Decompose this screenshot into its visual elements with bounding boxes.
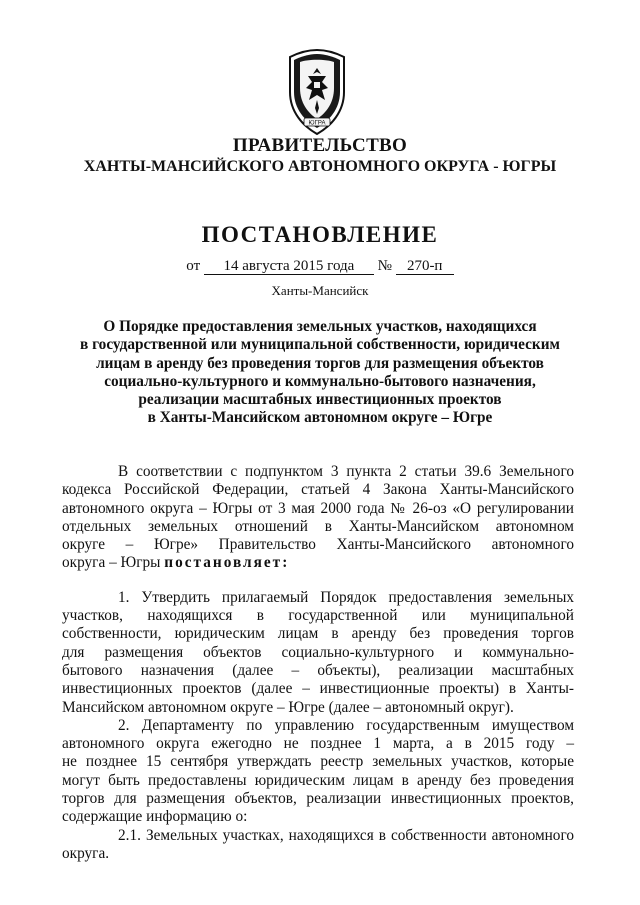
title-line: в Ханты-Мансийском автономном округе – Югре [147,409,493,427]
coat-of-arms-icon [278,48,356,136]
title-line: в государственной или муниципальной собственности, юридическим [80,336,560,354]
preamble-line: В соответствии с подпунктом 3 пункта 2 статьи 39.6 Земельного [118,463,574,480]
preamble-line: округе – Югре» Правительство Ханты-Мансийского автономного [62,536,574,554]
emblem-ribbon-text: ЮГРА [308,120,326,127]
document-body [62,463,574,863]
paragraph-2-1-line: округа. [62,844,110,862]
paragraph-2-line: могут быть предоставлены юридическим лицам в аренду без проведения [62,771,574,789]
title-line: реализации масштабных инвестиционных проектов [138,391,502,409]
paragraph-2-line: 2. Департаменту по управлению государственным имуществом [118,716,574,734]
paragraph-2-line: не позднее 15 сентября утверждать реестр земельных участков, которые [62,753,574,771]
paragraph-1-line: собственности, юридическим лицам в аренду без проведения торгов [62,625,574,643]
paragraph-2-line: автономного округа ежегодно не позднее 1 марта, а в 2015 году – [62,735,574,753]
title-line: О Порядке предоставления земельных участков, находящихся [103,318,537,335]
decree-word: постановляет: [164,554,290,572]
government-subtitle: ХАНТЫ-МАНСИЙСКОГО АВТОНОМНОГО ОКРУГА - ЮГРЫ [83,158,557,175]
number-prefix: № [377,258,392,274]
document-type: ПОСТАНОВЛЕНИЕ [201,222,439,247]
government-title: ПРАВИТЕЛЬСТВО [232,135,408,156]
city-name: Ханты-Мансийск [271,283,369,298]
preamble-line: кодекса Российской Федерации, статьей 4 Закона Ханты-Мансийского [62,481,574,499]
preamble-line: автономного округа – Югры от 3 мая 2000 года № 26-оз «О регулировании [62,499,574,517]
paragraph-1-line: бытового назначения (далее – объекты), реализации масштабных [62,661,574,679]
paragraph-gap [62,573,574,589]
paragraph-1-line: для размещения объектов социально-культурного и коммунально- [62,643,574,661]
paragraph-1-line: инвестиционных проектов (далее – инвестиционные проекты) в Ханты- [62,680,574,698]
paragraph-1-line: 1. Утвердить прилагаемый Порядок предоставления земельных [118,588,574,606]
title-line: лицам в аренду без проведения торгов для размещения объектов [96,354,544,372]
paragraph-2-line: содержащие информацию о: [62,808,248,826]
paragraph-1-line: участков, находящихся в государственной или муниципальной [62,607,574,625]
title-line: социально-культурного и коммунально-бытового назначения, [104,372,536,390]
date-prefix: от [186,258,201,274]
paragraph-2-line: торгов для размещения объектов, реализации инвестиционных проектов, [62,790,574,808]
paragraph-2-1-line: 2.1. Земельных участках, находящихся в собственности автономного [118,826,574,844]
date-number-line [0,258,640,275]
preamble-last-line [62,554,574,572]
document-number: 270-п [396,258,454,275]
preamble-line: отдельных земельных отношений в Ханты-Мансийском автономном [62,517,574,535]
paragraph-1-line: Мансийском автономном округе – Югре (далее – автономный округ). [62,698,514,716]
document-title [60,318,580,428]
preamble-line-prefix: округа – Югры [62,554,165,572]
document-date: 14 августа 2015 года [204,258,374,275]
